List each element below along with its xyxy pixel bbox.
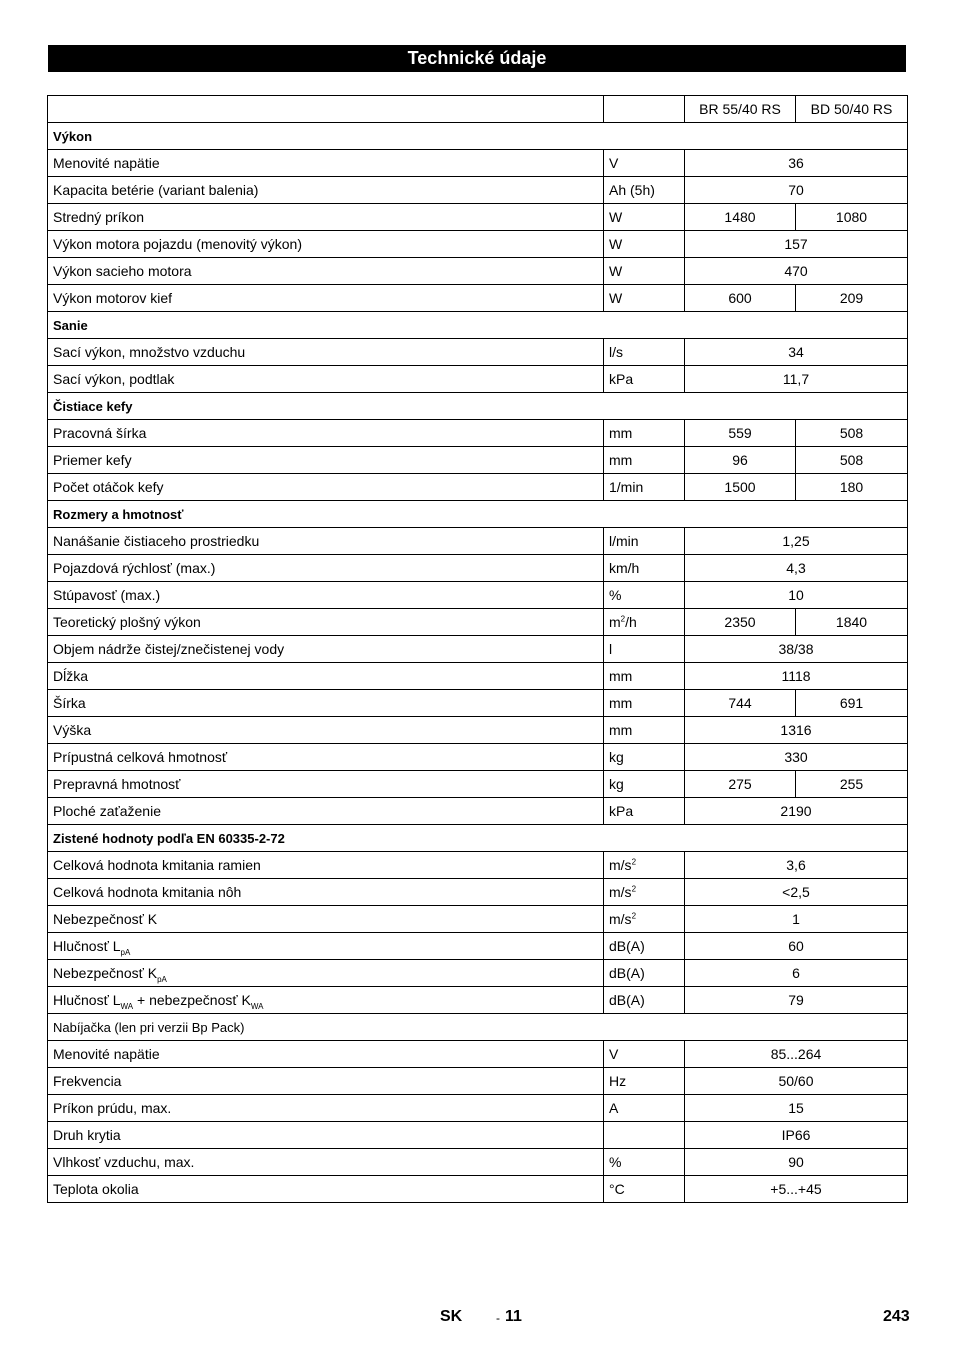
table-header-row [48, 96, 908, 123]
unit-text: dB(A) [609, 992, 645, 1008]
table-row [48, 1122, 908, 1149]
unit-text: m/s [609, 911, 632, 927]
section-header-row [48, 123, 908, 150]
unit-text: dB(A) [609, 965, 645, 981]
value-cell-shared: 50/60 [685, 1068, 908, 1095]
parameter-label [48, 1068, 604, 1095]
table-row [48, 609, 908, 636]
label-text: Dĺžka [53, 668, 89, 684]
value-cell-shared: 330 [685, 744, 908, 771]
value-cell-shared: 79 [685, 987, 908, 1014]
parameter-label [48, 852, 604, 879]
table-row [48, 798, 908, 825]
unit-cell [604, 879, 685, 906]
section-title: Nabíjačka (len pri verzii Bp Pack) [48, 1014, 908, 1041]
unit-superscript: 2 [631, 857, 637, 867]
unit-text: mm [609, 668, 633, 684]
section-title: Čistiace kefy [48, 393, 908, 420]
unit-cell [604, 555, 685, 582]
unit-text: A [609, 1100, 619, 1116]
table-row [48, 852, 908, 879]
table-row [48, 933, 908, 960]
value-cell-br: 600 [685, 285, 796, 312]
value-cell-shared: 1118 [685, 663, 908, 690]
unit-text: kPa [609, 371, 634, 387]
value-cell-shared: 1,25 [685, 528, 908, 555]
value-cell-shared: 3,6 [685, 852, 908, 879]
parameter-label [48, 717, 604, 744]
label-text: Výkon motora pojazdu (menovitý výkon) [53, 236, 302, 252]
value-cell-br: 96 [685, 447, 796, 474]
value-cell-shared: 85...264 [685, 1041, 908, 1068]
unit-text: % [609, 587, 622, 603]
value-cell-br: 2350 [685, 609, 796, 636]
unit-cell [604, 474, 685, 501]
parameter-label [48, 447, 604, 474]
unit-cell [604, 987, 685, 1014]
unit-cell [604, 285, 685, 312]
parameter-label [48, 879, 604, 906]
label-subscript: pA [120, 947, 131, 957]
label-text: Druh krytia [53, 1127, 121, 1143]
unit-cell [604, 420, 685, 447]
unit-text: mm [609, 425, 633, 441]
table-row [48, 204, 908, 231]
value-cell-br: 1480 [685, 204, 796, 231]
unit-cell [604, 1122, 685, 1149]
parameter-label [48, 1149, 604, 1176]
unit-cell [604, 852, 685, 879]
value-cell-bd: 508 [796, 447, 908, 474]
table-row [48, 771, 908, 798]
unit-cell [604, 231, 685, 258]
table-row [48, 1041, 908, 1068]
unit-text: kg [609, 749, 624, 765]
label-text: Frekvencia [53, 1073, 122, 1089]
value-cell-shared: 470 [685, 258, 908, 285]
value-cell-shared: 6 [685, 960, 908, 987]
unit-cell [604, 663, 685, 690]
unit-text: V [609, 155, 619, 171]
section-title: Zistené hodnoty podľa EN 60335-2-72 [48, 825, 908, 852]
parameter-label [48, 609, 604, 636]
unit-cell [604, 717, 685, 744]
value-cell-shared: <2,5 [685, 879, 908, 906]
table-row [48, 231, 908, 258]
unit-cell [604, 906, 685, 933]
section-header-row [48, 1014, 908, 1041]
value-cell-br: 1500 [685, 474, 796, 501]
parameter-label [48, 177, 604, 204]
parameter-label [48, 420, 604, 447]
section-header-row [48, 825, 908, 852]
unit-text: W [609, 290, 623, 306]
unit-cell [604, 960, 685, 987]
value-cell-shared: 2190 [685, 798, 908, 825]
table-row [48, 906, 908, 933]
value-cell-shared: 36 [685, 150, 908, 177]
label-text: Objem nádrže čistej/znečistenej vody [53, 641, 285, 657]
table-row [48, 582, 908, 609]
unit-superscript: 2 [620, 614, 626, 624]
unit-cell [604, 177, 685, 204]
header-blank-unit [604, 96, 685, 123]
unit-text-rest: /h [625, 614, 637, 630]
unit-text: kPa [609, 803, 634, 819]
value-cell-shared: 1 [685, 906, 908, 933]
parameter-label [48, 231, 604, 258]
parameter-label [48, 933, 604, 960]
value-cell-shared: 157 [685, 231, 908, 258]
table-row [48, 987, 908, 1014]
unit-cell [604, 744, 685, 771]
parameter-label [48, 258, 604, 285]
unit-text: W [609, 209, 623, 225]
label-text: Nebezpečnosť K [53, 911, 158, 927]
unit-cell [604, 933, 685, 960]
parameter-label [48, 339, 604, 366]
parameter-label [48, 285, 604, 312]
page-title: Technické údaje [48, 45, 906, 72]
unit-text: Ah (5h) [609, 182, 655, 198]
table-row [48, 663, 908, 690]
table-row [48, 447, 908, 474]
unit-text: mm [609, 722, 633, 738]
value-cell-shared: IP66 [685, 1122, 908, 1149]
parameter-label [48, 555, 604, 582]
unit-text: % [609, 1154, 622, 1170]
label-text: Šírka [53, 695, 86, 711]
section-header-row [48, 312, 908, 339]
unit-cell [604, 366, 685, 393]
parameter-label [48, 582, 604, 609]
table-row [48, 366, 908, 393]
value-cell-shared: 4,3 [685, 555, 908, 582]
label-text: Príkon prúdu, max. [53, 1100, 172, 1116]
table-row [48, 177, 908, 204]
parameter-label [48, 636, 604, 663]
parameter-label [48, 960, 604, 987]
footer-language: SK [440, 1308, 463, 1325]
table-row [48, 744, 908, 771]
table-row [48, 690, 908, 717]
label-subscript: WA [250, 1001, 264, 1011]
table-row [48, 339, 908, 366]
value-cell-shared: 34 [685, 339, 908, 366]
label-text: Stredný príkon [53, 209, 145, 225]
label-text: Teoretický plošný výkon [53, 614, 201, 630]
unit-text: dB(A) [609, 938, 645, 954]
label-text: Pracovná šírka [53, 425, 147, 441]
label-text: Stúpavosť (max.) [53, 587, 161, 603]
label-text: Teplota okolia [53, 1181, 139, 1197]
table-row [48, 1176, 908, 1203]
label-text: Nebezpečnosť K [53, 965, 158, 981]
section-title: Rozmery a hmotnosť [48, 501, 908, 528]
label-subscript: pA [157, 974, 167, 984]
unit-cell [604, 609, 685, 636]
table-row [48, 420, 908, 447]
value-cell-shared: 11,7 [685, 366, 908, 393]
unit-text: W [609, 263, 623, 279]
unit-cell [604, 1095, 685, 1122]
label-text: Hlučnosť L [53, 938, 121, 954]
table-row [48, 717, 908, 744]
label-text: Počet otáčok kefy [53, 479, 164, 495]
value-cell-br: 559 [685, 420, 796, 447]
parameter-label [48, 690, 604, 717]
unit-superscript: 2 [631, 884, 637, 894]
unit-text: 1/min [609, 479, 644, 495]
value-cell-bd: 508 [796, 420, 908, 447]
unit-cell [604, 204, 685, 231]
label-text: Sací výkon, podtlak [53, 371, 175, 387]
parameter-label [48, 987, 604, 1014]
label-text-mid: + nebezpečnosť K [133, 992, 251, 1008]
section-header-row [48, 501, 908, 528]
label-text: Ploché zaťaženie [53, 803, 161, 819]
unit-cell [604, 339, 685, 366]
value-cell-shared: 38/38 [685, 636, 908, 663]
parameter-label [48, 528, 604, 555]
unit-text: W [609, 236, 623, 252]
table-row [48, 150, 908, 177]
unit-text: mm [609, 452, 633, 468]
table-row [48, 285, 908, 312]
value-cell-bd: 691 [796, 690, 908, 717]
table-row [48, 1149, 908, 1176]
unit-cell [604, 150, 685, 177]
parameter-label [48, 1095, 604, 1122]
value-cell-shared: 90 [685, 1149, 908, 1176]
column-header-br: BR 55/40 RS [685, 96, 796, 123]
unit-text: mm [609, 695, 633, 711]
value-cell-bd: 1840 [796, 609, 908, 636]
table-row [48, 636, 908, 663]
value-cell-shared: +5...+45 [685, 1176, 908, 1203]
value-cell-bd: 1080 [796, 204, 908, 231]
label-text: Sací výkon, množstvo vzduchu [53, 344, 246, 360]
unit-text: Hz [609, 1073, 627, 1089]
label-text: Výkon motorov kief [53, 290, 173, 306]
value-cell-br: 275 [685, 771, 796, 798]
label-text: Pojazdová rýchlosť (max.) [53, 560, 216, 576]
label-text: Celková hodnota kmitania ramien [53, 857, 261, 873]
label-text: Hlučnosť L [53, 992, 121, 1008]
footer-page-number: 243 [883, 1308, 910, 1325]
table-row [48, 474, 908, 501]
header-blank [48, 96, 604, 123]
section-title: Sanie [48, 312, 908, 339]
unit-cell [604, 1041, 685, 1068]
table-row [48, 960, 908, 987]
table-row [48, 258, 908, 285]
value-cell-shared: 15 [685, 1095, 908, 1122]
unit-cell [604, 528, 685, 555]
section-title: Výkon [48, 123, 908, 150]
unit-text: l [609, 641, 613, 657]
unit-cell [604, 258, 685, 285]
parameter-label [48, 150, 604, 177]
unit-text: V [609, 1046, 619, 1062]
table-row [48, 528, 908, 555]
label-text: Menovité napätie [53, 155, 160, 171]
label-text: Kapacita betérie (variant balenia) [53, 182, 259, 198]
unit-text: l/s [609, 344, 623, 360]
label-text: Výkon sacieho motora [53, 263, 192, 279]
section-header-row [48, 393, 908, 420]
parameter-label [48, 1176, 604, 1203]
unit-text: m/s [609, 857, 632, 873]
unit-cell [604, 447, 685, 474]
unit-text: l/min [609, 533, 639, 549]
unit-text: m [609, 614, 621, 630]
value-cell-shared: 60 [685, 933, 908, 960]
value-cell-bd: 255 [796, 771, 908, 798]
parameter-label [48, 771, 604, 798]
unit-text: m/s [609, 884, 632, 900]
label-text: Menovité napätie [53, 1046, 160, 1062]
unit-cell [604, 582, 685, 609]
label-text: Výška [53, 722, 92, 738]
label-text: Prepravná hmotnosť [53, 776, 181, 792]
table-row [48, 555, 908, 582]
parameter-label [48, 663, 604, 690]
label-text: Celková hodnota kmitania nôh [53, 884, 242, 900]
parameter-label [48, 906, 604, 933]
unit-cell [604, 1176, 685, 1203]
parameter-label [48, 744, 604, 771]
parameter-label [48, 798, 604, 825]
footer-dash: - [496, 1311, 500, 1325]
label-subscript: WA [120, 1001, 134, 1011]
unit-superscript: 2 [631, 911, 637, 921]
label-text: Prípustná celková hmotnosť [53, 749, 228, 765]
value-cell-bd: 180 [796, 474, 908, 501]
label-text: Priemer kefy [53, 452, 132, 468]
unit-text: km/h [609, 560, 640, 576]
value-cell-shared: 70 [685, 177, 908, 204]
value-cell-bd: 209 [796, 285, 908, 312]
label-text: Vlhkosť vzduchu, max. [53, 1154, 195, 1170]
unit-cell [604, 798, 685, 825]
label-text: Nanášanie čistiaceho prostriedku [53, 533, 260, 549]
table-row [48, 1068, 908, 1095]
parameter-label [48, 366, 604, 393]
unit-cell [604, 690, 685, 717]
parameter-label [48, 474, 604, 501]
value-cell-shared: 1316 [685, 717, 908, 744]
unit-text: °C [609, 1181, 625, 1197]
parameter-label [48, 1122, 604, 1149]
column-header-bd: BD 50/40 RS [796, 96, 908, 123]
unit-cell [604, 1068, 685, 1095]
unit-text: kg [609, 776, 624, 792]
parameter-label [48, 204, 604, 231]
unit-cell [604, 771, 685, 798]
table-row [48, 879, 908, 906]
footer-section-page: 11 [505, 1308, 522, 1325]
unit-cell [604, 636, 685, 663]
value-cell-br: 744 [685, 690, 796, 717]
table-row [48, 1095, 908, 1122]
unit-cell [604, 1149, 685, 1176]
spec-table [47, 95, 908, 1203]
value-cell-shared: 10 [685, 582, 908, 609]
parameter-label [48, 1041, 604, 1068]
